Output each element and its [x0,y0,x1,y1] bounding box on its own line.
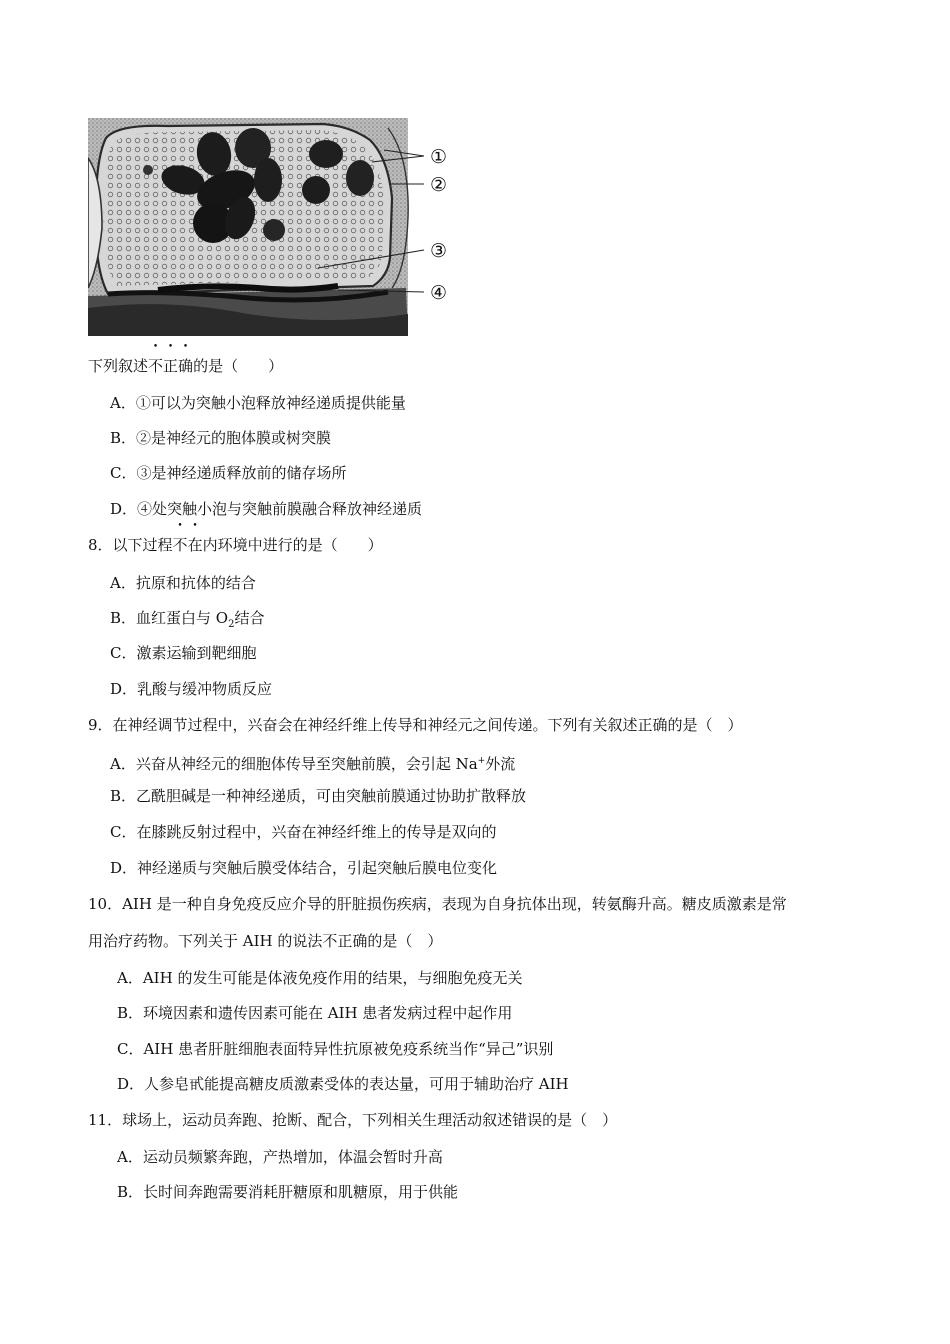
q11-option-b: B．长时间奔跑需要消耗肝糖原和肌糖原，用于供能 [117,1183,459,1201]
q8-option-d: D．乳酸与缓冲物质反应 [110,680,273,698]
q7-option-d: D．④处突触小泡与突触前膜融合释放神经递质 [110,500,423,518]
q10-stem-line-1: 10．AIH 是一种自身免疫反应介导的肝脏损伤疾病，表现为自身抗体出现，转氨酶升高。糖皮质激素是常 [88,895,787,913]
synapse-micrograph [88,118,460,336]
figure-label-4: ④ [430,282,448,304]
q8-option-c: C．激素运输到靶细胞 [110,644,257,662]
q9-option-a: A．兴奋从神经元的细胞体传导至突触前膜，会引起 Na+外流 [110,755,516,773]
figure-label-1: ① [430,146,448,168]
q9-option-c: C．在膝跳反射过程中，兴奋在神经纤维上的传导是双向的 [110,823,497,841]
q7-option-a: A．①可以为突触小泡释放神经递质提供能量 [110,394,406,412]
q11-option-a: A．运动员频繁奔跑，产热增加，体温会暂时升高 [117,1148,443,1166]
figure-label-2: ② [430,174,448,196]
q11-stem: 11．球场上，运动员奔跑、抢断、配合，下列相关生理活动叙述错误的是（ ） [88,1111,618,1129]
q9-option-b: B．乙酰胆碱是一种神经递质，可由突触前膜通过协助扩散释放 [110,787,527,805]
micrograph-image [88,118,408,336]
q10-option-a: A．AIH 的发生可能是体液免疫作用的结果，与细胞免疫无关 [117,969,523,987]
q8-option-b: B．血红蛋白与 $O_2$结合 [110,609,265,630]
q7-option-b: B．②是神经元的胞体膜或树突膜 [110,429,332,447]
q9-stem: 9．在神经调节过程中，兴奋会在神经纤维上传导和神经元之间传递。下列有关叙述正确的是（ ） [88,716,743,734]
q8-option-a: A．抗原和抗体的结合 [110,574,256,592]
q10-option-b: B．环境因素和遗传因素可能在 AIH 患者发病过程中起作用 [117,1004,513,1022]
q10-stem-line-2: 用治疗药物。下列关于 AIH 的说法不正确的是（ ） [88,932,443,950]
q7-stem: 下列叙述不正确的是（ ） [88,357,284,375]
figure-label-3: ③ [430,240,448,262]
q7-option-c: C．③是神经递质释放前的储存场所 [110,464,347,482]
q10-option-c: C．AIH 患者肝脏细胞表面特异性抗原被免疫系统当作“异己”识别 [117,1040,554,1058]
q9-option-d: D．神经递质与突触后膜受体结合，引起突触后膜电位变化 [110,859,498,877]
q8-stem: 8．以下过程不在内环境中进行的是（ ） [88,536,383,554]
q10-option-d: D．人参皂甙能提高糖皮质激素受体的表达量，可用于辅助治疗 AIH [117,1075,569,1093]
